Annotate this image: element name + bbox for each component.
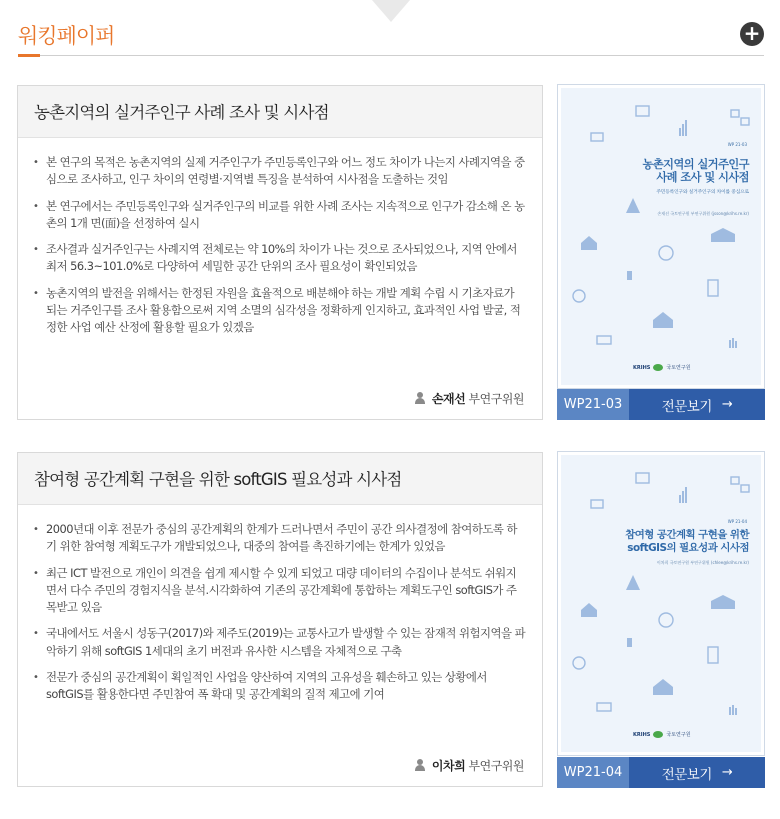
paper-summary-list	[18, 505, 542, 704]
author-name: 이차희	[431, 759, 466, 773]
paper-title[interactable]: 참여형 공간계획 구현을 위한 softGIS 필요성과 시사점	[34, 470, 402, 489]
author-name: 손재선	[431, 392, 466, 406]
person-icon	[414, 392, 426, 404]
view-button-label: 전문보기	[661, 766, 712, 783]
org-name: 국토연구원	[666, 365, 691, 371]
section-title: 워킹페이퍼	[18, 24, 115, 48]
paper-card	[17, 85, 543, 420]
cover-title-line: 사례 조사 및 시사점	[656, 171, 749, 184]
cover-title-line: 농촌지역의 실거주인구	[642, 158, 749, 171]
paper-cover-image[interactable]	[557, 451, 765, 756]
summary-item: • 본 연구의 목적은 농촌지역의 실제 거주인구가 주민등록인구와 어느 정도 차이가 나는지 사례지역을 중심으로 조사하고, 인구 차이의 연령별·지역별 특징을 분석하여 시사점을 도출하는 것임	[33, 154, 526, 189]
org-name: 국토연구원	[666, 732, 691, 738]
view-button-label: 전문보기	[661, 398, 712, 415]
section-header	[18, 18, 764, 56]
paper-action-bar	[557, 389, 765, 420]
cover-subtitle: 주민등록인구와 실거주인구의 차이를 중심으로	[656, 190, 749, 195]
cover-title-line: softGIS의 필요성과 시사점	[627, 542, 749, 554]
paper-title[interactable]: 농촌지역의 실거주인구 사례 조사 및 시사점	[34, 103, 329, 122]
cover-author: 손재선 국토연구원 부연구위원 (jsson@krihs.re.kr)	[657, 211, 749, 216]
paper-card-header	[18, 453, 542, 505]
header-accent-bar	[18, 54, 40, 57]
cover-illustration-icons	[561, 88, 761, 385]
author-role: 부연구위원	[468, 392, 524, 406]
summary-item: • 조사결과 실거주인구는 사례지역 전체로는 약 10%의 차이가 나는 것으로 조사되었으나, 지역 안에서 최저 56.3~101.0%로 다양하여 세밀한 공간 단위의 조사 필요성이 확인되었음	[33, 241, 526, 276]
paper-author	[414, 390, 524, 407]
paper-summary-list	[18, 138, 542, 337]
header-divider	[18, 55, 764, 56]
cover-logo	[633, 364, 691, 371]
paper-action-bar	[557, 757, 765, 788]
more-plus-icon[interactable]: +	[740, 22, 764, 46]
cover-author: 이차희 국토연구원 부연구위원 (chlee@krihs.re.kr)	[656, 560, 749, 565]
krihs-logo-icon	[653, 364, 663, 371]
arrow-right-icon: →	[721, 765, 733, 780]
cover-title	[625, 529, 749, 555]
krihs-logo-text: KRIHS	[633, 364, 651, 371]
paper-card-header	[18, 86, 542, 138]
summary-item: • 본 연구에서는 주민등록인구와 실거주인구의 비교를 위한 사례 조사는 지속적으로 인구가 감소해 온 농촌의 1개 면(面)을 선정하여 실시	[33, 198, 526, 233]
paper-code: WP21-03	[557, 389, 629, 420]
view-full-text-button[interactable]	[629, 757, 765, 788]
summary-item: • 최근 ICT 발전으로 개인이 의견을 쉽게 제시할 수 있게 되었고 대량 데이터의 수집이나 분석도 쉬워지면서 다수 주민의 경험지식을 분석.시각화하여 기존의 공간계획에 통합하는 계획도구인 softGIS가 주목받고 있음	[33, 565, 526, 617]
krihs-logo-text: KRIHS	[633, 731, 651, 738]
cover-logo	[633, 731, 691, 738]
author-role: 부연구위원	[468, 759, 524, 773]
summary-item: • 전문가 중심의 공간계획이 획일적인 사업을 양산하여 지역의 고유성을 훼손하고 있는 상황에서 softGIS를 활용한다면 주민참여 폭 확대 및 공간계획의 질적 제고에 기여	[33, 669, 526, 704]
cover-code: WP 21-03	[727, 142, 747, 147]
paper-code: WP21-04	[557, 757, 629, 788]
krihs-logo-icon	[653, 731, 663, 738]
summary-item: • 2000년대 이후 전문가 중심의 공간계획의 한계가 드러나면서 주민이 공간 의사결정에 참여하도록 하기 위한 참여형 계획도구가 개발되었으나, 대중의 참여를 촉진하기에는 한계가 있었음	[33, 521, 526, 556]
arrow-right-icon: →	[721, 397, 733, 412]
cover-title	[643, 158, 749, 184]
paper-author	[414, 757, 524, 774]
summary-item: • 농촌지역의 발전을 위해서는 한정된 자원을 효율적으로 배분해야 하는 개발 계획 수립 시 기초자료가 되는 거주인구를 조사 활용함으로써 지역 소멸의 심각성을 정확하게 인지하고, 효과적인 사업 발굴, 적정한 사업 예산 산정에 활용할 필요가 있겠음	[33, 285, 526, 337]
cover-title-line: 참여형 공간계획 구현을 위한	[625, 529, 749, 541]
view-full-text-button[interactable]	[629, 389, 765, 420]
summary-item: • 국내에서도 서울시 성동구(2017)와 제주도(2019)는 교통사고가 발생할 수 있는 잠재적 위험지역을 파악하기 위해 softGIS 1세대의 초기 버전과 유사한 시스템을 자체적으로 구축	[33, 625, 526, 660]
cover-code: WP 21-04	[727, 519, 747, 524]
paper-cover-image[interactable]	[557, 84, 765, 389]
cover-illustration-icons	[561, 455, 761, 752]
paper-card	[17, 452, 543, 787]
person-icon	[414, 759, 426, 771]
